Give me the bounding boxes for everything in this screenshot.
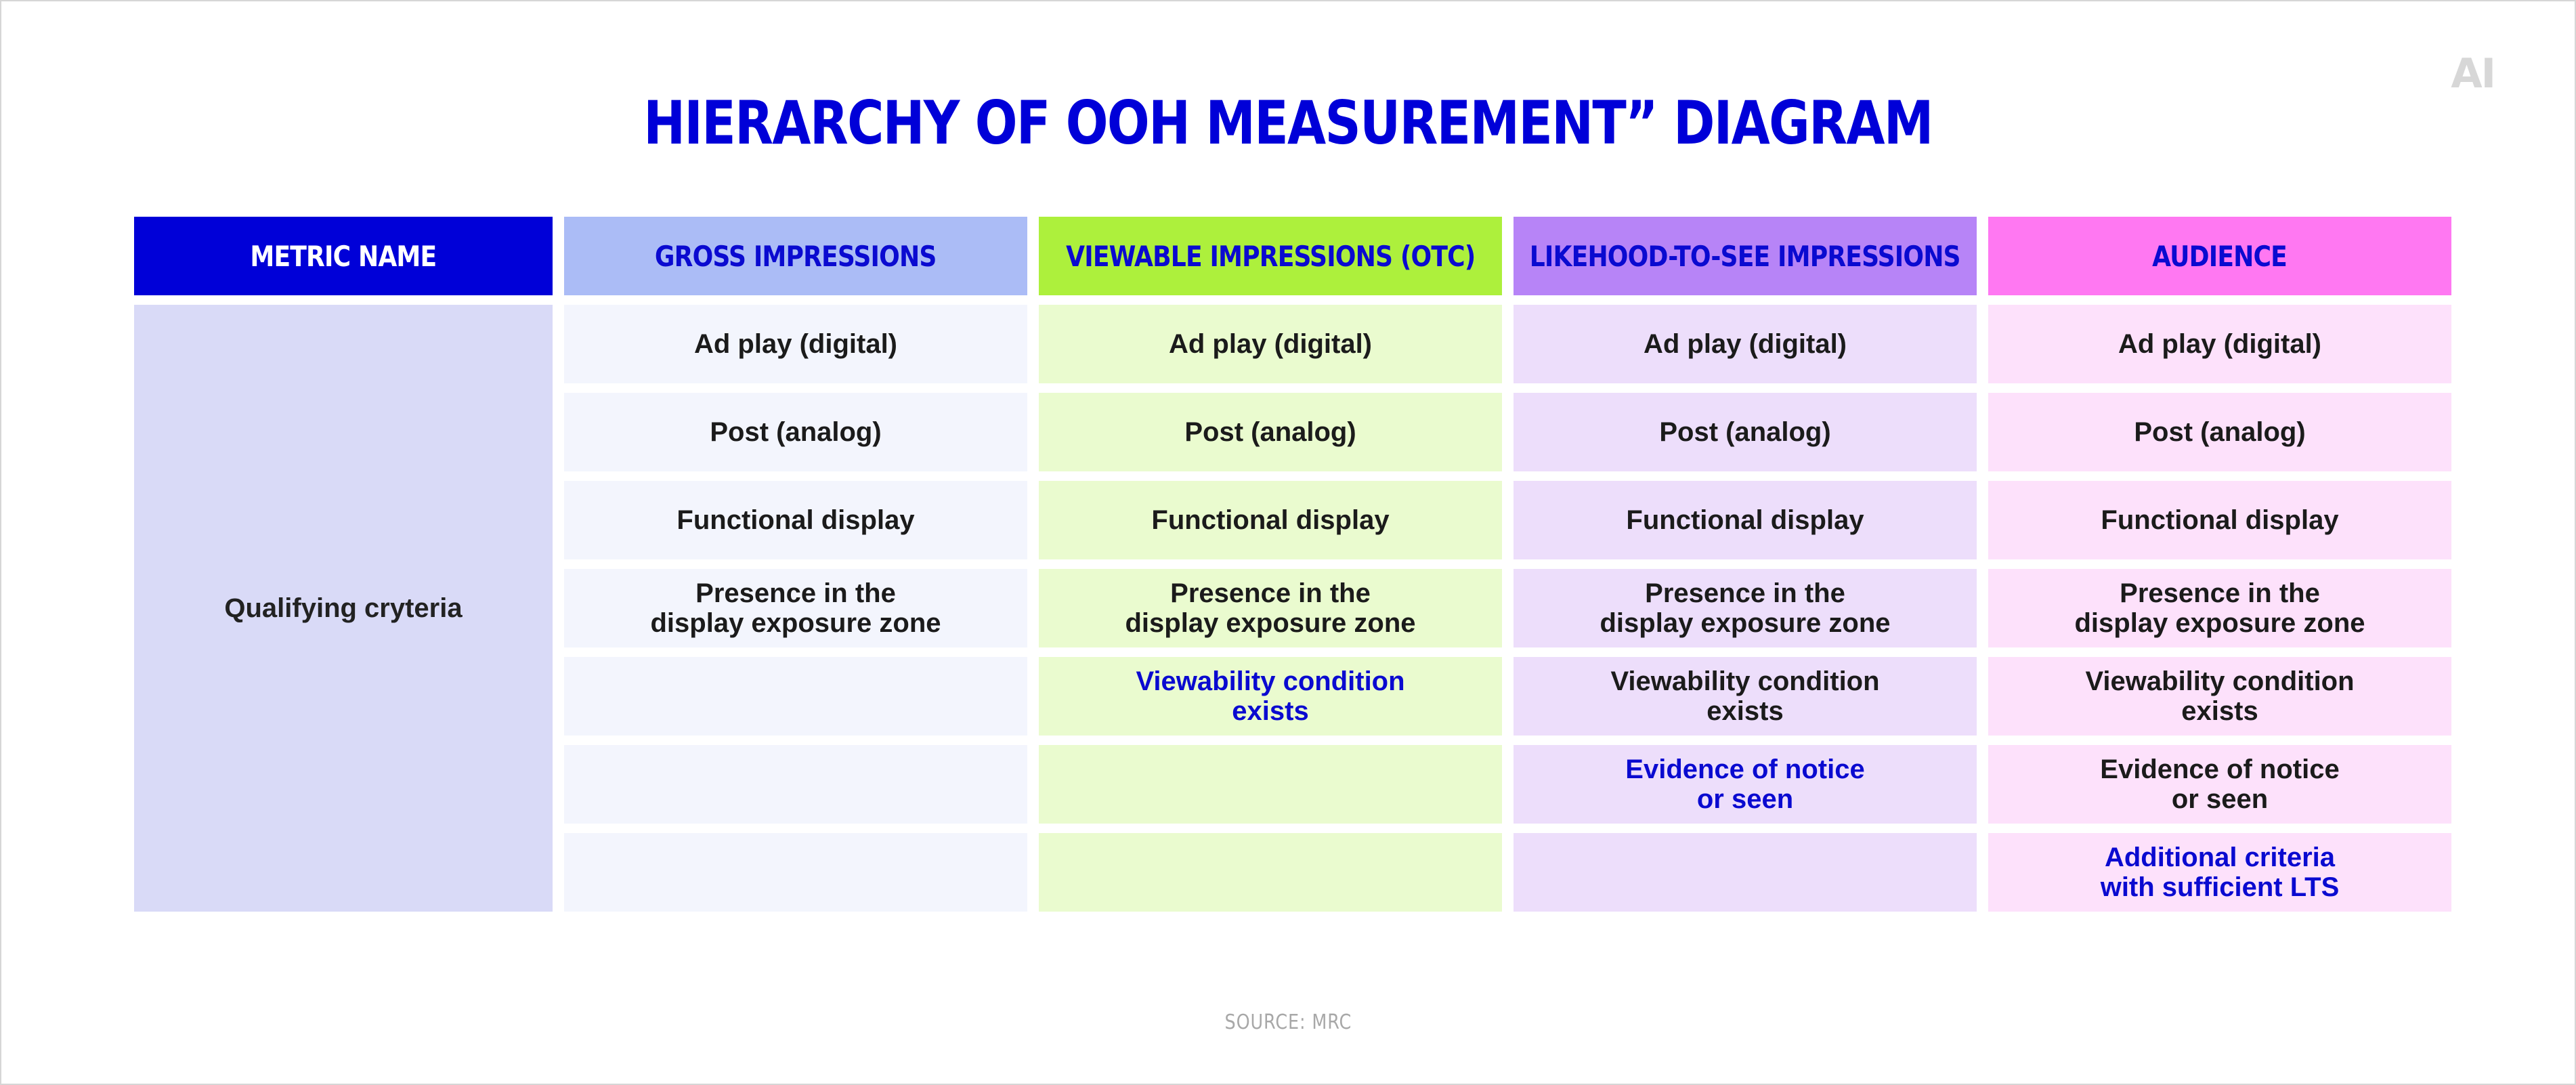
page-title: HIERARCHY OF OOH MEASUREMENT” DIAGRAM: [643, 88, 1933, 158]
table-cell: Additional criteria with sufficient LTS: [1988, 833, 2451, 912]
table-cell: Post (analog): [1514, 393, 1977, 471]
table-cell: [564, 745, 1027, 824]
column-header-2: [564, 217, 1027, 295]
table-cell: [1039, 833, 1502, 912]
table-cell: Evidence of notice or seen: [1514, 745, 1977, 824]
table-cell: Viewability condition exists: [1988, 657, 2451, 736]
table-cell: [1514, 833, 1977, 912]
table-cell: Presence in the display exposure zone: [1988, 569, 2451, 647]
row-label-qualifying-criteria: Qualifying cryteria: [134, 305, 553, 912]
table-cell: Post (analog): [1039, 393, 1502, 471]
table-cell: Viewability condition exists: [1514, 657, 1977, 736]
table-cell: [564, 657, 1027, 736]
column-header-label: AUDIENCE: [2152, 239, 2288, 273]
table-cell: Presence in the display exposure zone: [564, 569, 1027, 647]
table-cell: Ad play (digital): [564, 305, 1027, 383]
table-cell: Functional display: [1988, 481, 2451, 559]
table-cell: Post (analog): [1988, 393, 2451, 471]
column-header-4: [1514, 217, 1977, 295]
column-header-label: LIKEHOOD-TO-SEE IMPRESSIONS: [1530, 239, 1960, 273]
column-header-5: [1988, 217, 2451, 295]
column-header-3: [1039, 217, 1502, 295]
table-cell: [564, 833, 1027, 912]
source-note: [1, 1010, 2575, 1034]
table-cell: Ad play (digital): [1514, 305, 1977, 383]
table-cell: Ad play (digital): [1039, 305, 1502, 383]
column-header-label: GROSS IMPRESSIONS: [655, 239, 937, 273]
source-text: SOURCE: MRC: [1224, 1010, 1352, 1034]
column-header-1: [134, 217, 553, 295]
column-header-label: VIEWABLE IMPRESSIONS (OTC): [1065, 239, 1476, 273]
table-cell: Presence in the display exposure zone: [1514, 569, 1977, 647]
column-header-label: METRIC NAME: [250, 239, 437, 273]
measurement-table: [134, 217, 2451, 912]
table-cell: Functional display: [1039, 481, 1502, 559]
table-cell: Ad play (digital): [1988, 305, 2451, 383]
table-cell: Post (analog): [564, 393, 1027, 471]
table-cell: [1039, 745, 1502, 824]
table-cell: Evidence of notice or seen: [1988, 745, 2451, 824]
table-cell: Functional display: [1514, 481, 1977, 559]
table-cell: Presence in the display exposure zone: [1039, 569, 1502, 647]
table-cell: Viewability condition exists: [1039, 657, 1502, 736]
table-cell: Functional display: [564, 481, 1027, 559]
brand-logo: AI: [2451, 50, 2495, 98]
